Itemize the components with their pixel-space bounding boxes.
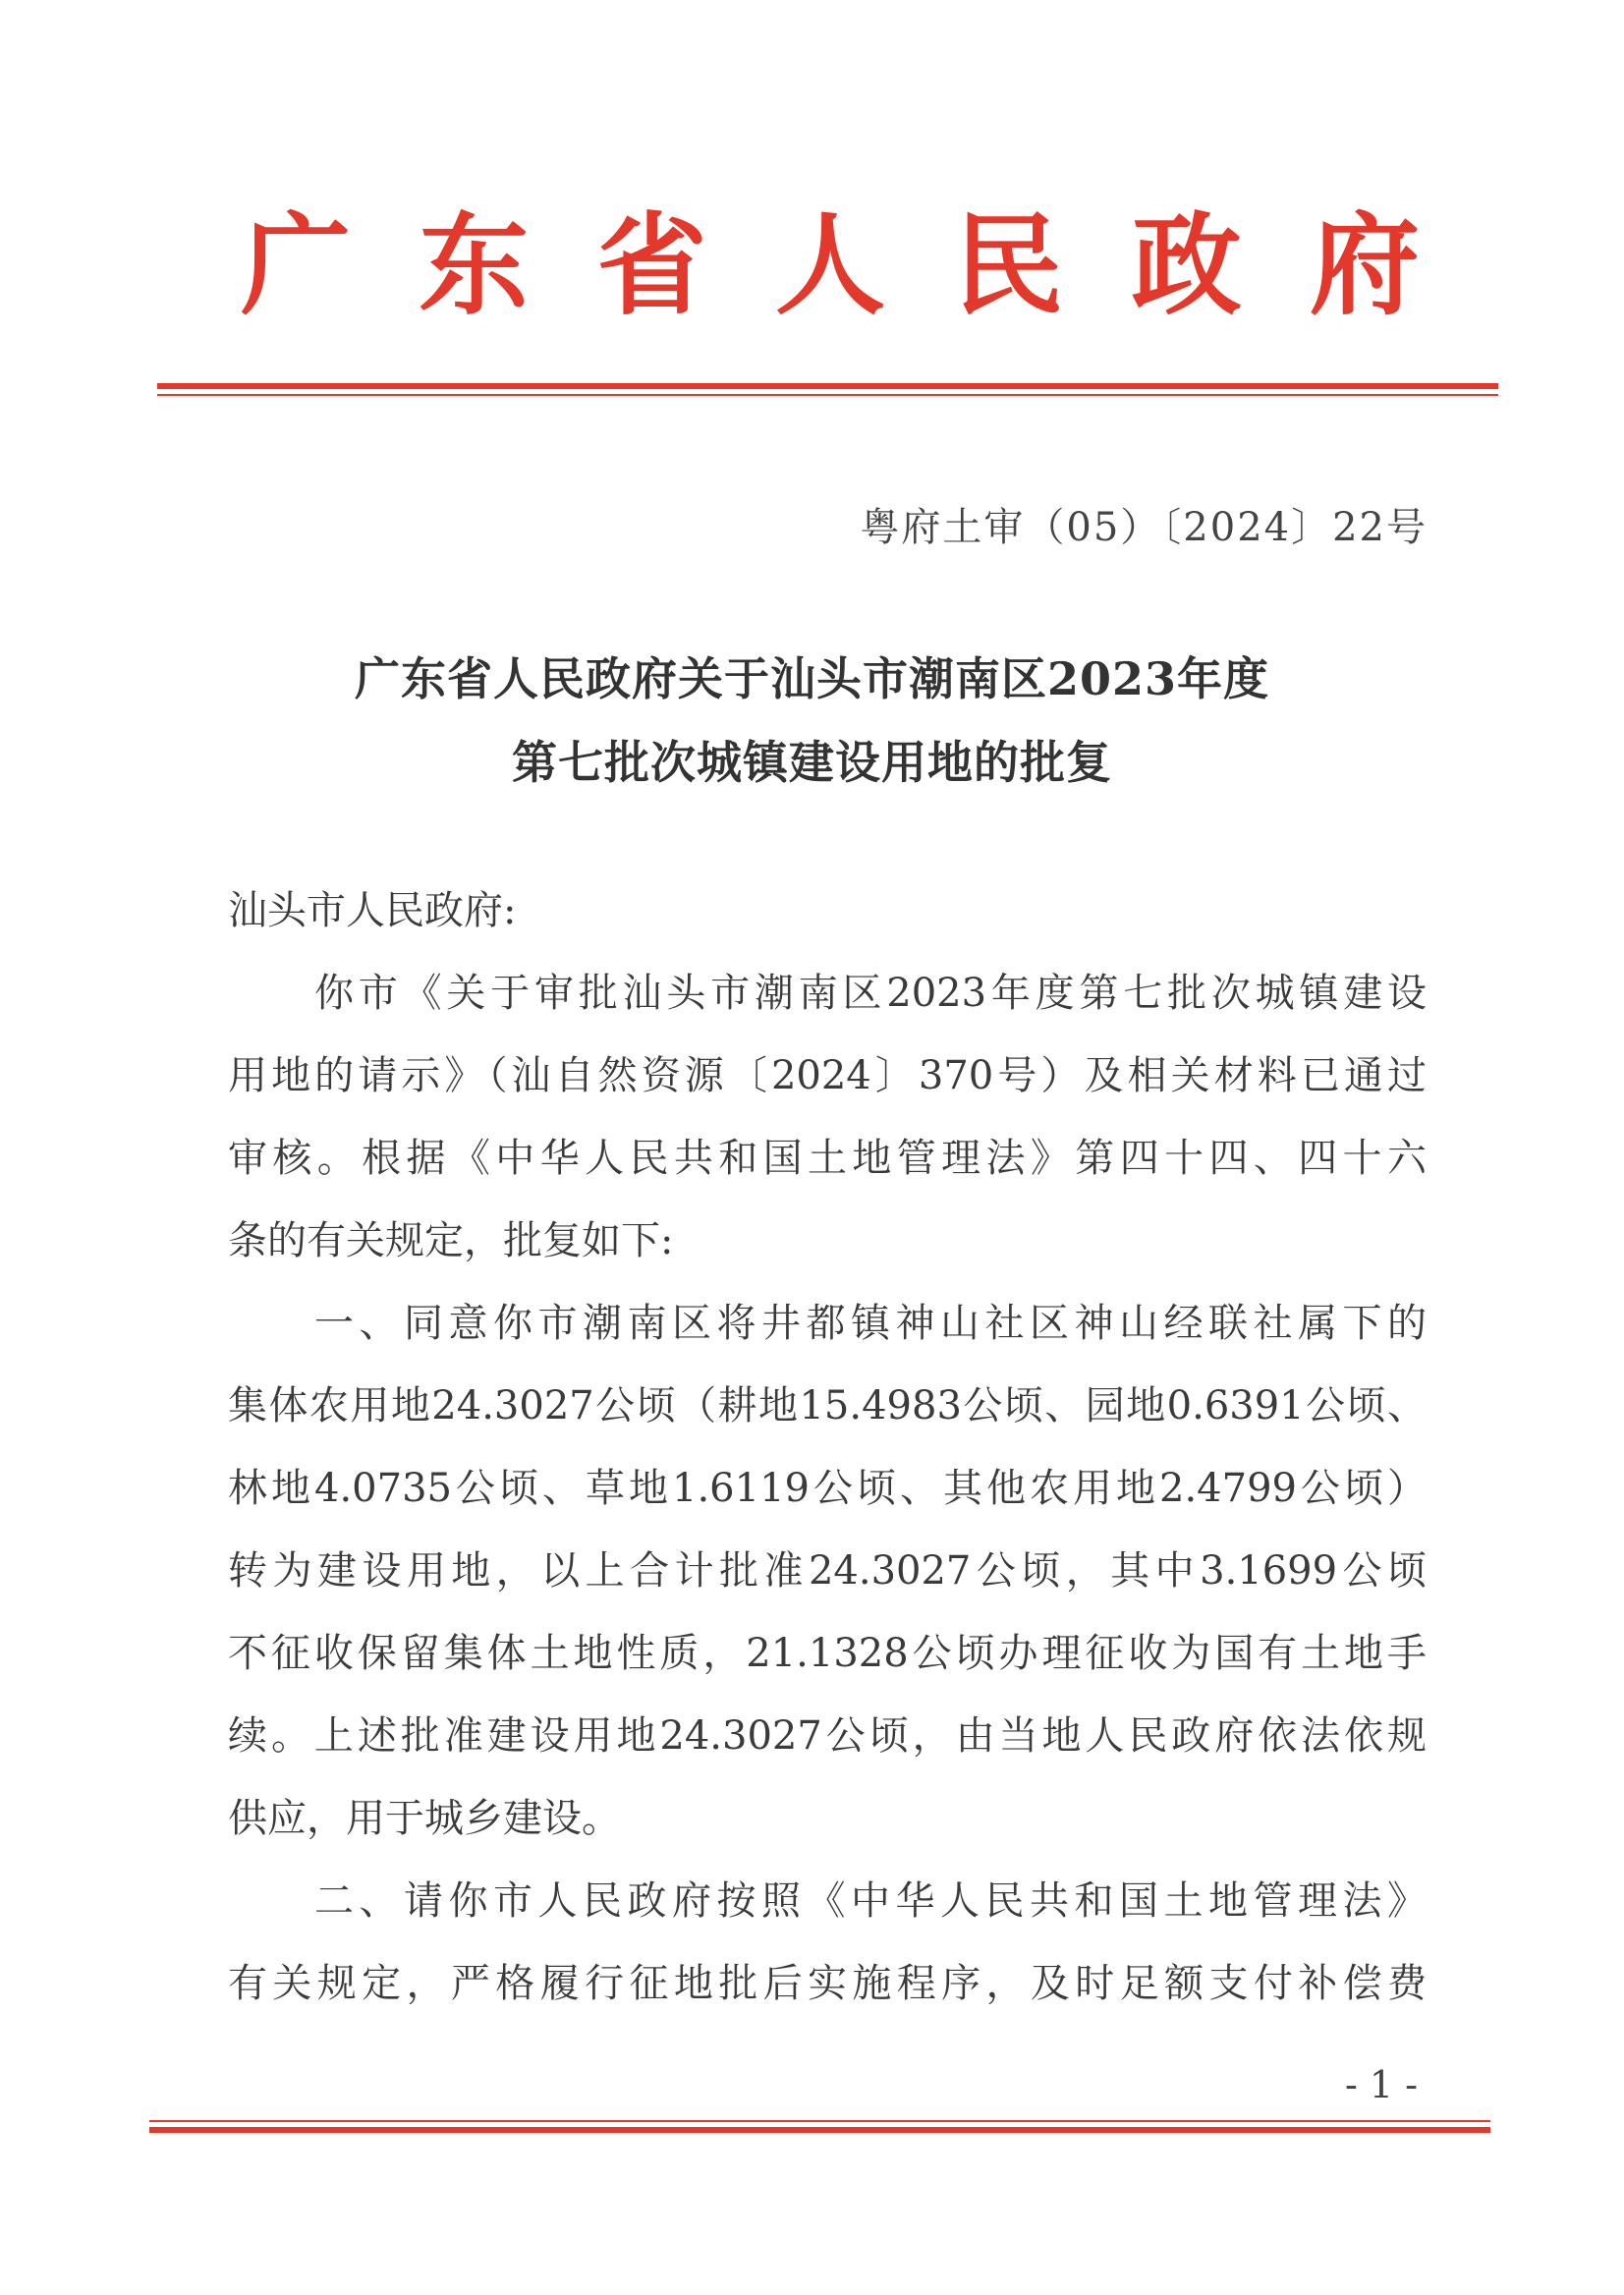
body-line: 有关规定，严格履行征地批后实施程序，及时足额支付补偿费 bbox=[228, 1961, 1427, 2006]
footer-rule-thin bbox=[149, 2120, 1490, 2122]
body-line: 一、同意你市潮南区将井都镇神山社区神山经联社属下的 bbox=[314, 1301, 1427, 1346]
body-line: 供应，用于城乡建设。 bbox=[228, 1796, 621, 1841]
masthead-char: 广 bbox=[241, 201, 351, 330]
masthead-char: 省 bbox=[596, 201, 707, 330]
document-title-line-2: 第七批次城镇建设用地的批复 bbox=[512, 736, 1112, 789]
footer-rule-thick bbox=[149, 2127, 1490, 2133]
masthead-char: 民 bbox=[953, 201, 1064, 330]
body-line: 用地的请示》（汕自然资源〔2024〕370号）及相关材料已通过 bbox=[228, 1053, 1427, 1098]
header-rule-thin bbox=[157, 394, 1498, 396]
header-rule-thick bbox=[157, 383, 1498, 389]
document-title-line-1: 广东省人民政府关于汕头市潮南区2023年度 bbox=[354, 652, 1270, 705]
body-line: 条的有关规定，批复如下: bbox=[228, 1218, 674, 1263]
document-body bbox=[228, 884, 1427, 2040]
body-line: 集体农用地24.3027公顷（耕地15.4983公顷、园地0.6391公顷、 bbox=[228, 1383, 1427, 1428]
body-line: 审核。根据《中华人民共和国土地管理法》第四十四、四十六 bbox=[228, 1136, 1427, 1181]
body-line: 二、请你市人民政府按照《中华人民共和国土地管理法》 bbox=[314, 1878, 1427, 1924]
body-line: 转为建设用地，以上合计批准24.3027公顷，其中3.1699公顷 bbox=[228, 1548, 1427, 1594]
issuer-masthead bbox=[241, 201, 1420, 330]
page-number: - 1 - bbox=[1344, 2063, 1418, 2106]
document-number: 粤府土审（05）〔2024〕22号 bbox=[860, 505, 1428, 550]
body-line: 你市《关于审批汕头市潮南区2023年度第七批次城镇建设 bbox=[314, 971, 1427, 1016]
body-line: 林地4.0735公顷、草地1.6119公顷、其他农用地2.4799公顷） bbox=[228, 1466, 1427, 1511]
body-line: 不征收保留集体土地性质，21.1328公顷办理征收为国有土地手 bbox=[228, 1631, 1427, 1676]
masthead-char: 政 bbox=[1131, 201, 1242, 330]
masthead-char: 东 bbox=[419, 201, 530, 330]
masthead-char: 府 bbox=[1309, 201, 1420, 330]
addressee: 汕头市人民政府: bbox=[228, 888, 517, 933]
masthead-char: 人 bbox=[774, 201, 885, 330]
body-line: 续。上述批准建设用地24.3027公顷，由当地人民政府依法依规 bbox=[228, 1713, 1427, 1759]
